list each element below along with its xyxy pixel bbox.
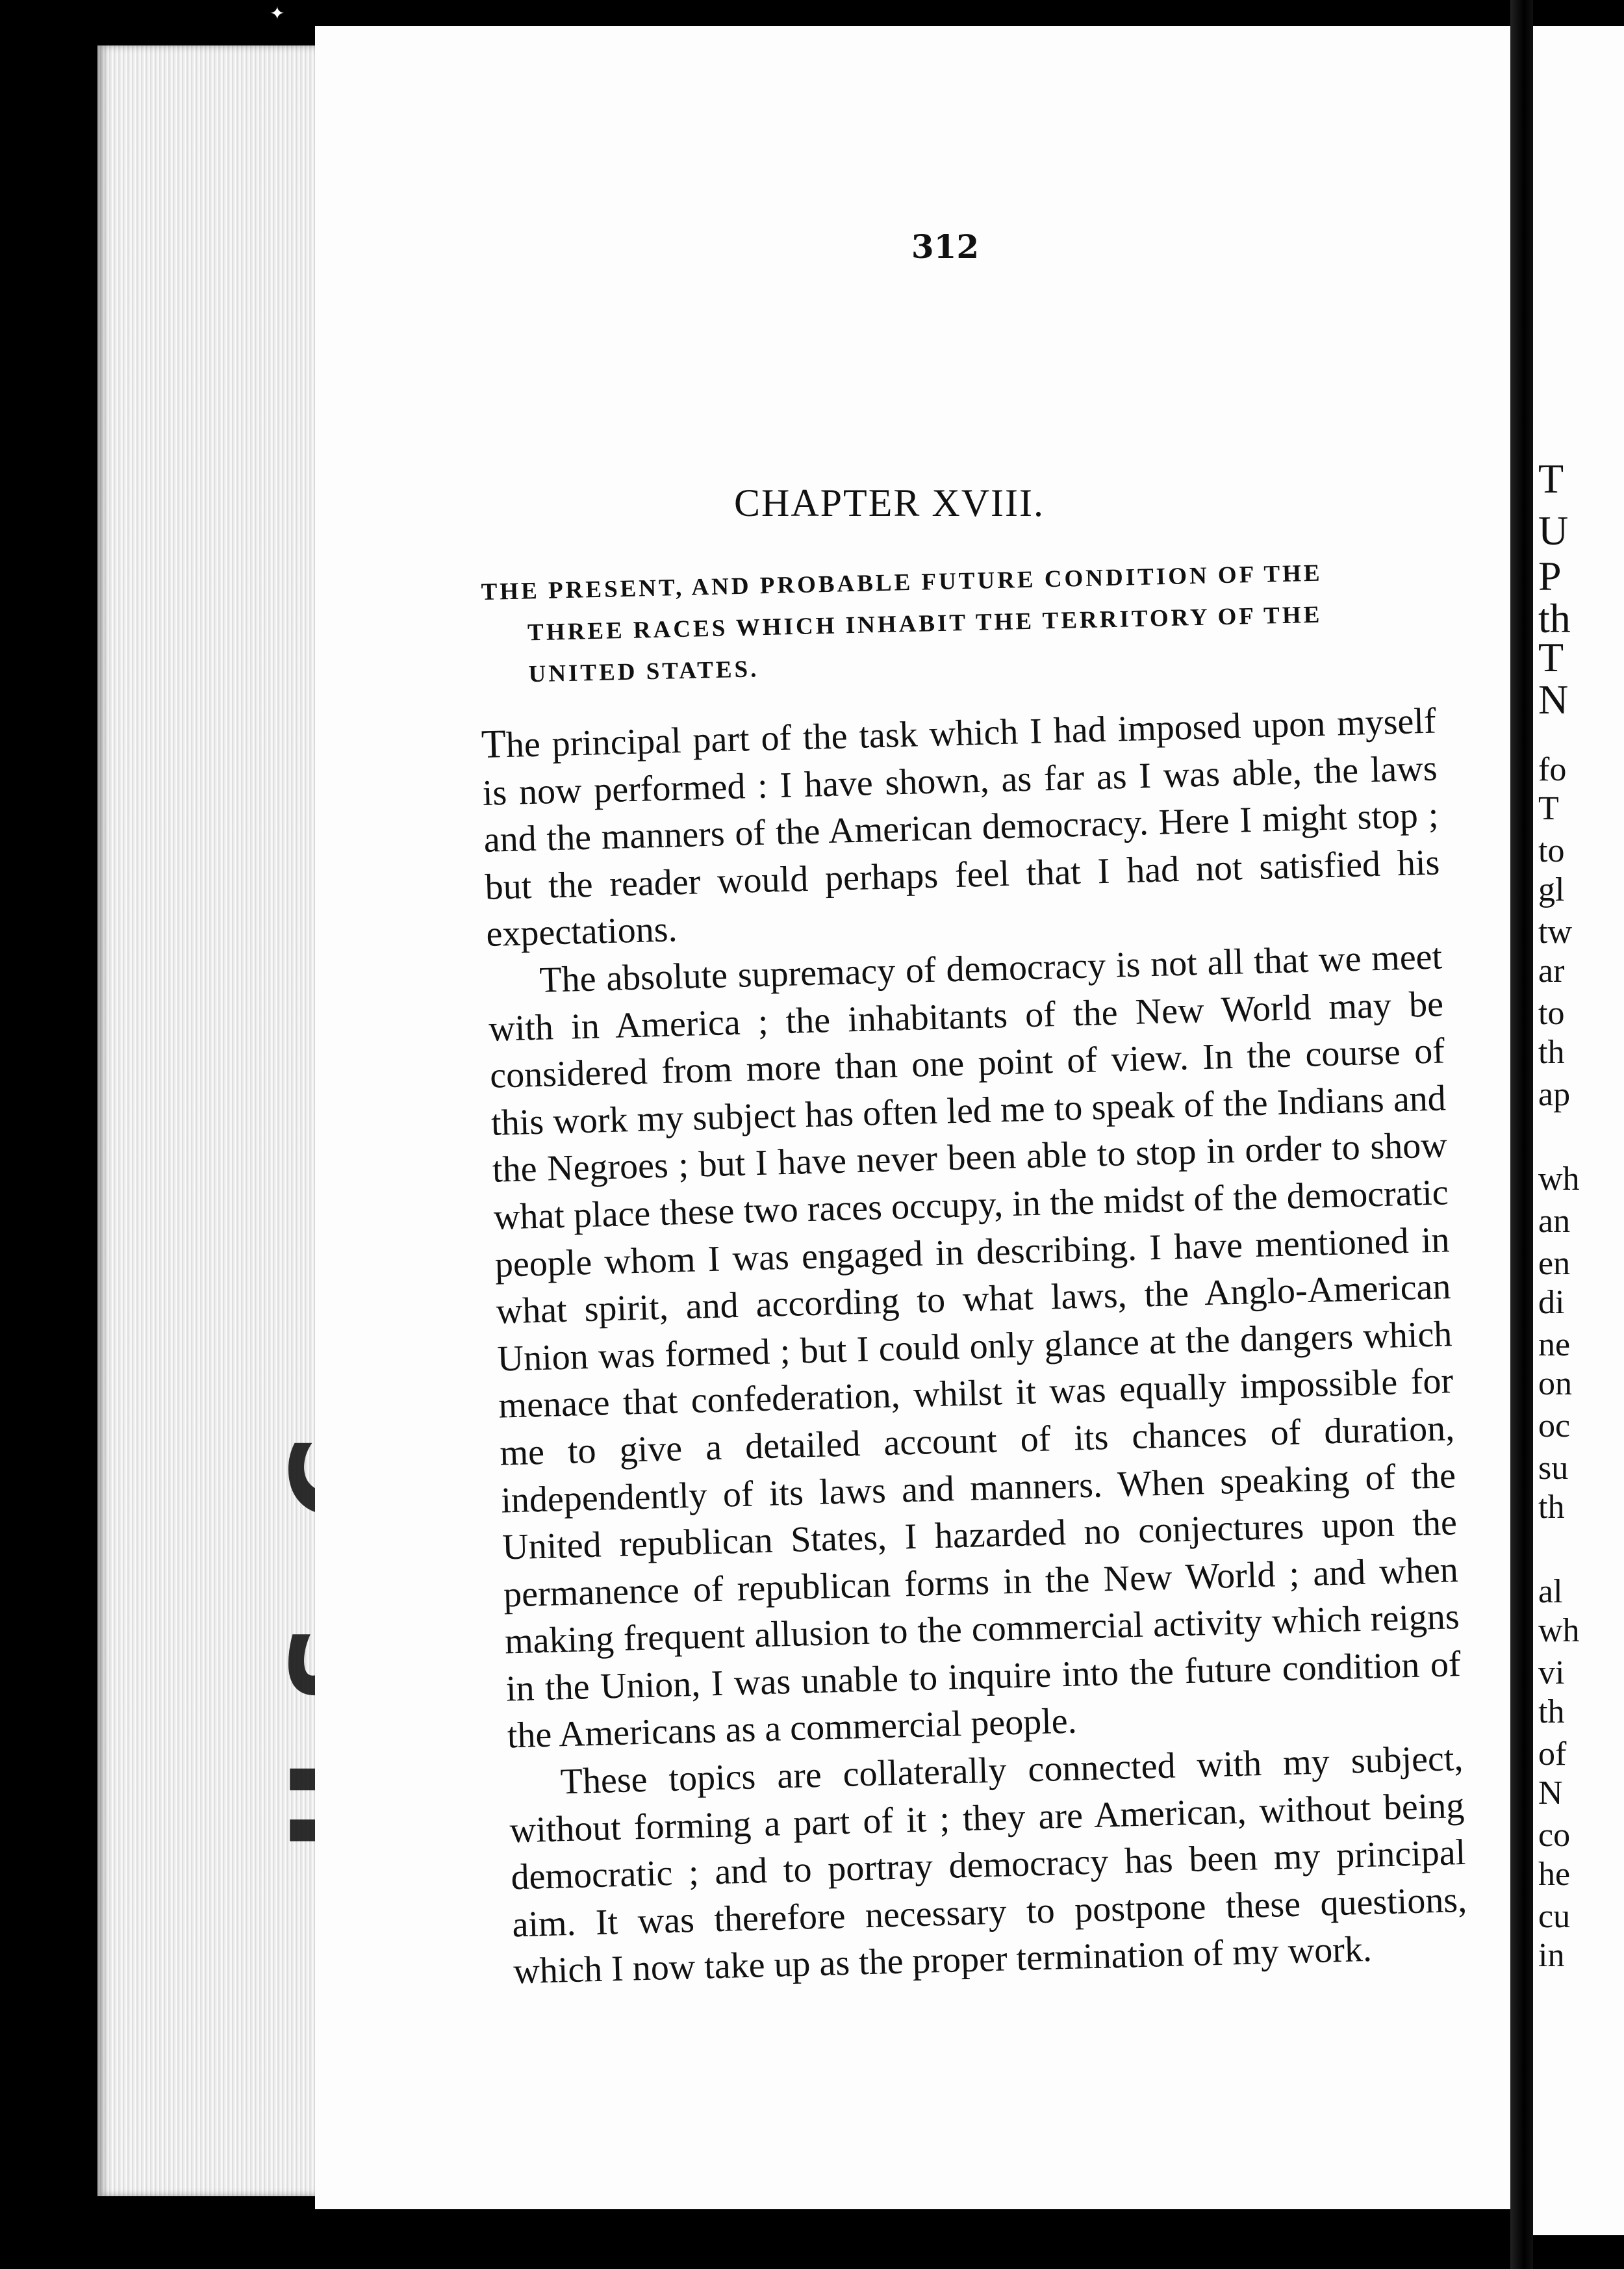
facing-page-fragment: on — [1538, 1365, 1572, 1402]
paragraph: The principal part of the task which I had imposed upon myself is now performed : I have shown, as far as I was able, the laws and the manners of the American democracy. Here I might stop ; but the reader would perhaps feel that I had not satisfied his expectations. — [481, 700, 1441, 955]
facing-page-fragment: an — [1538, 1203, 1571, 1240]
facing-page-fragment: wh — [1538, 1612, 1580, 1649]
facing-page-fragment: he — [1538, 1856, 1571, 1893]
facing-page-fragment: ne — [1538, 1326, 1571, 1363]
facing-page-fragment: in — [1538, 1937, 1565, 1974]
facing-page-fragment: T — [1538, 790, 1559, 827]
facing-page-fragment: al — [1538, 1573, 1563, 1610]
chapter-subtitle — [481, 550, 1432, 697]
facing-page-fragment: cu — [1538, 1898, 1571, 1935]
facing-page-fragment: oc — [1538, 1407, 1571, 1444]
facing-page-fragment: ar — [1538, 953, 1565, 990]
facing-page-fragment: co — [1538, 1817, 1571, 1854]
facing-page-fragment: T — [1538, 455, 1564, 502]
page-number: 312 — [911, 227, 980, 266]
facing-page-fragment: th — [1538, 1489, 1565, 1526]
facing-page-fragment: en — [1538, 1245, 1571, 1282]
paragraph: The absolute supremacy of democracy is not all that we meet with in America ; the inhabitants of the New World may be considered from more than one point of view. In the course of this work my subject has often led me to speak of the Indians and the Negroes ; but I have never been able to stop in order to show what place these two races occupy, in the midst of the democratic people whom I was engaged in describing. I have mentioned in what spirit, and according to what laws, the Anglo-American Union was formed ; but I could only glance at the dangers which menace that confederation, whilst it was equally impossible for me to give a detailed account of its chances of duration, independently of its laws and manners. When speaking of the United republican States, I hazarded no conjectures upon the permanence of republican forms in the New World ; and when making frequent allusion to the commercial activity which reigns in the Union, I was unable to inquire into the future condition of the Americans as a commercial people. — [488, 936, 1462, 1756]
facing-page-fragment: vi — [1538, 1654, 1565, 1691]
chapter-subtitle-line-1: THE PRESENT, AND PROBABLE FUTURE CONDITION OF THE — [481, 559, 1323, 606]
facing-page-fragment: di — [1538, 1284, 1565, 1321]
facing-page-fragment: gl — [1538, 871, 1565, 908]
facing-page-fragment: fo — [1538, 751, 1567, 788]
book-gutter — [1510, 0, 1533, 2269]
facing-page-fragment: to — [1538, 832, 1565, 869]
facing-page-fragment: th — [1538, 1693, 1565, 1730]
facing-page-fragment: T — [1538, 634, 1564, 680]
facing-page-fragment: wh — [1538, 1160, 1580, 1198]
corner-mark: ✦ — [270, 4, 285, 24]
facing-page-fragment: U — [1538, 507, 1569, 554]
paragraph: These topics are collaterally connected with my subject, without forming a part of it ; they are American, without being democratic ; and to portray democracy has been my principal aim. It was therefore necessary to postpone these questions, which I now take up as the proper termination of my work. — [509, 1738, 1467, 1992]
facing-page-fragment: of — [1538, 1736, 1567, 1773]
facing-page-fragment: N — [1538, 1775, 1563, 1812]
facing-page — [1533, 26, 1624, 2235]
facing-page-fragment: th — [1538, 1034, 1565, 1071]
chapter-body — [481, 697, 1469, 1996]
facing-page-fragment: N — [1538, 676, 1569, 723]
chapter-heading: CHAPTER XVIII. — [734, 481, 1045, 524]
facing-page-fragment: P — [1538, 553, 1562, 599]
book-fore-edge — [97, 45, 315, 2196]
facing-page-fragment: ap — [1538, 1076, 1571, 1113]
facing-page-fragment: tw — [1538, 914, 1572, 951]
facing-page-fragment: su — [1538, 1450, 1569, 1487]
chapter-subtitle-line-2: THREE RACES WHICH INHABIT THE TERRITORY OF THE UNITED STATES. — [527, 601, 1323, 688]
facing-page-fragment: th — [1538, 595, 1571, 641]
facing-page-fragment: to — [1538, 995, 1565, 1032]
